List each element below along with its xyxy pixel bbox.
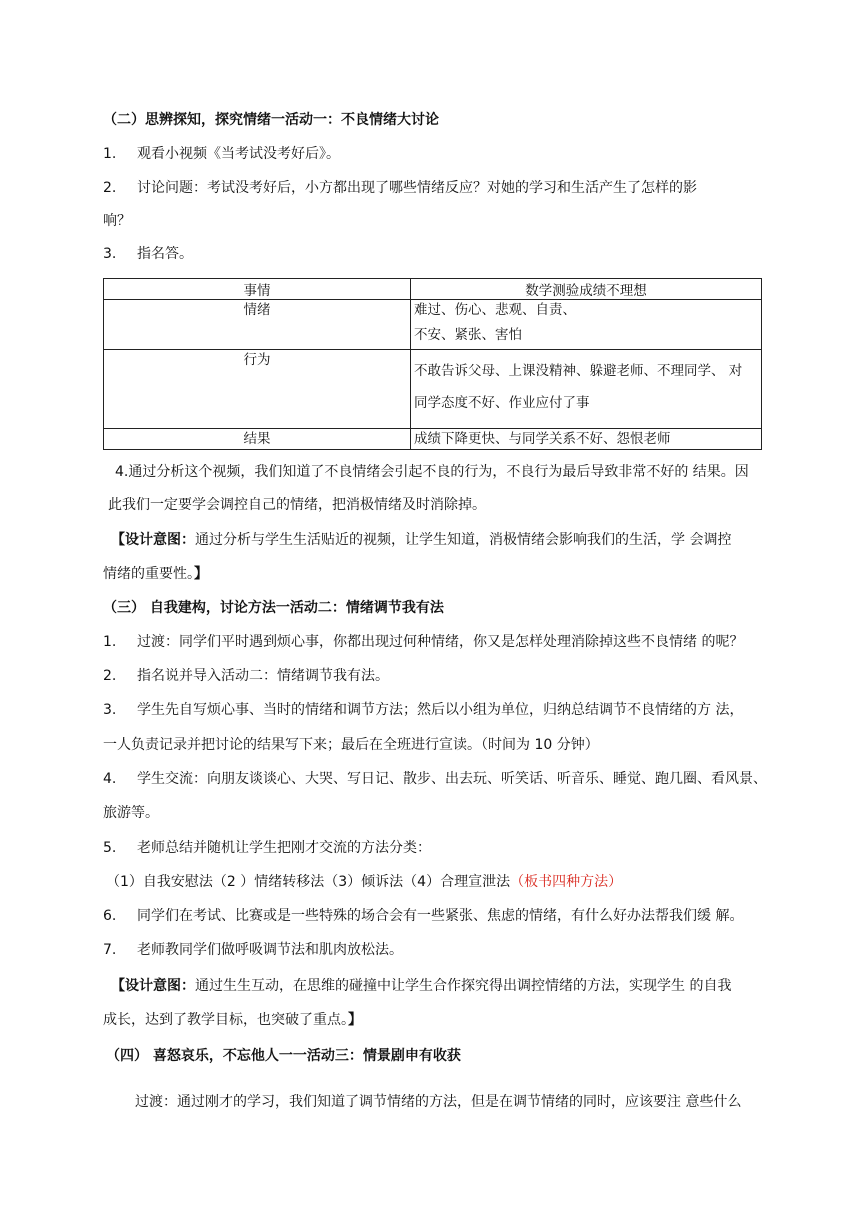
list-item: 1. 过渡：同学们平时遇到烦心事，你都出现过何种情绪，你又是怎样处理消除掉这些不良情绪 的呢？ [103,634,744,650]
list-item: 5. 老师总结并随机让学生把刚才交流的方法分类： [103,840,431,856]
list-item: 6. 同学们在考试、比赛或是一些特殊的场合会有一些紧张、焦虑的情绪，有什么好办法帮我们缓 解。 [103,908,744,924]
transition-text: 过渡：通过刚才的学习，我们知道了调节情绪的方法，但是在调节情绪的同时，应该要注 意些什么 [135,1094,742,1110]
emotion-analysis-table [103,278,762,450]
list-item: 7. 老师教同学们做呼吸调节法和肌肉放松法。 [103,942,403,958]
list-item-continuation: 旅游等。 [103,805,159,821]
table-header-cell: 事情 [104,279,411,300]
section-4-heading: （四） 喜怒哀乐，不忘他人一一活动三：情景剧申有收获 [106,1048,461,1064]
table-row [104,350,762,429]
paragraph-line: 4.通过分析这个视频，我们知道了不良情绪会引起不良的行为，不良行为最后导致非常不好的 结果。因 [115,464,749,480]
design-intent-continuation: 情绪的重要性。】 [103,566,208,582]
list-item: 3. 学生先自写烦心事、当时的情绪和调节方法；然后以小组为单位，归纳总结调节不良情绪的方 法， [103,702,744,718]
method-list: （1）自我安慰法（2 ）情绪转移法（3）倾诉法（4）合理宣泄法（板书四种方法） [106,874,623,890]
table-cell-label: 情绪 [104,300,411,350]
list-item: 4. 学生交流：向朋友谈谈心、大哭、写日记、散步、出去玩、听笑话、听音乐、睡觉、跑几圈、看风景、 [103,771,767,787]
list-item-continuation: 响？ [103,213,131,229]
design-intent: 【设计意图：通过生生互动，在思维的碰撞中让学生合作探究得出调控情绪的方法，实现学生 的自我 [111,978,732,994]
table-row [104,300,762,350]
list-item-continuation: 一人负责记录并把讨论的结果写下来；最后在全班进行宣读。（时间为 10 分钟） [103,737,599,753]
table-header-cell: 数学测验成绩不理想 [411,279,762,300]
list-item: 3. 指名答。 [103,246,193,262]
board-note: （板书四种方法） [510,874,623,890]
paragraph-line: 此我们一定要学会调控自己的情绪，把消极情绪及时消除掉。 [108,497,486,513]
table-cell-value: 成绩下降更快、与同学关系不好、怨恨老师 [411,429,762,450]
table-cell-value: 难过、伤心、悲观、自责、 不安、紧张、害怕 [411,300,762,350]
section-3-heading: （三） 自我建构，讨论方法一活动二：情绪调节我有法 [103,600,444,616]
design-intent-continuation: 成长，达到了教学目标，也突破了重点。】 [103,1012,362,1028]
table-row [104,429,762,450]
list-item: 2. 讨论问题：考试没考好后，小方都出现了哪些情绪反应？对她的学习和生活产生了怎样的影 [103,180,697,196]
list-item: 1. 观看小视频《当考试没考好后》。 [103,146,340,162]
table-header-row [104,279,762,300]
section-2-heading: （二）思辨探知，探究情绪一活动一：不良情绪大讨论 [103,112,439,128]
design-intent: 【设计意图：通过分析与学生生活贴近的视频，让学生知道，消极情绪会影响我们的生活，学 会调控 [111,532,732,548]
table-cell-label: 行为 [104,350,411,429]
table-cell-value: 不敢告诉父母、上课没精神、躲避老师、不理同学、 对 同学态度不好、作业应付了事 [411,350,762,429]
table-cell-label: 结果 [104,429,411,450]
list-item: 2. 指名说并导入活动二：情绪调节我有法。 [103,668,389,684]
